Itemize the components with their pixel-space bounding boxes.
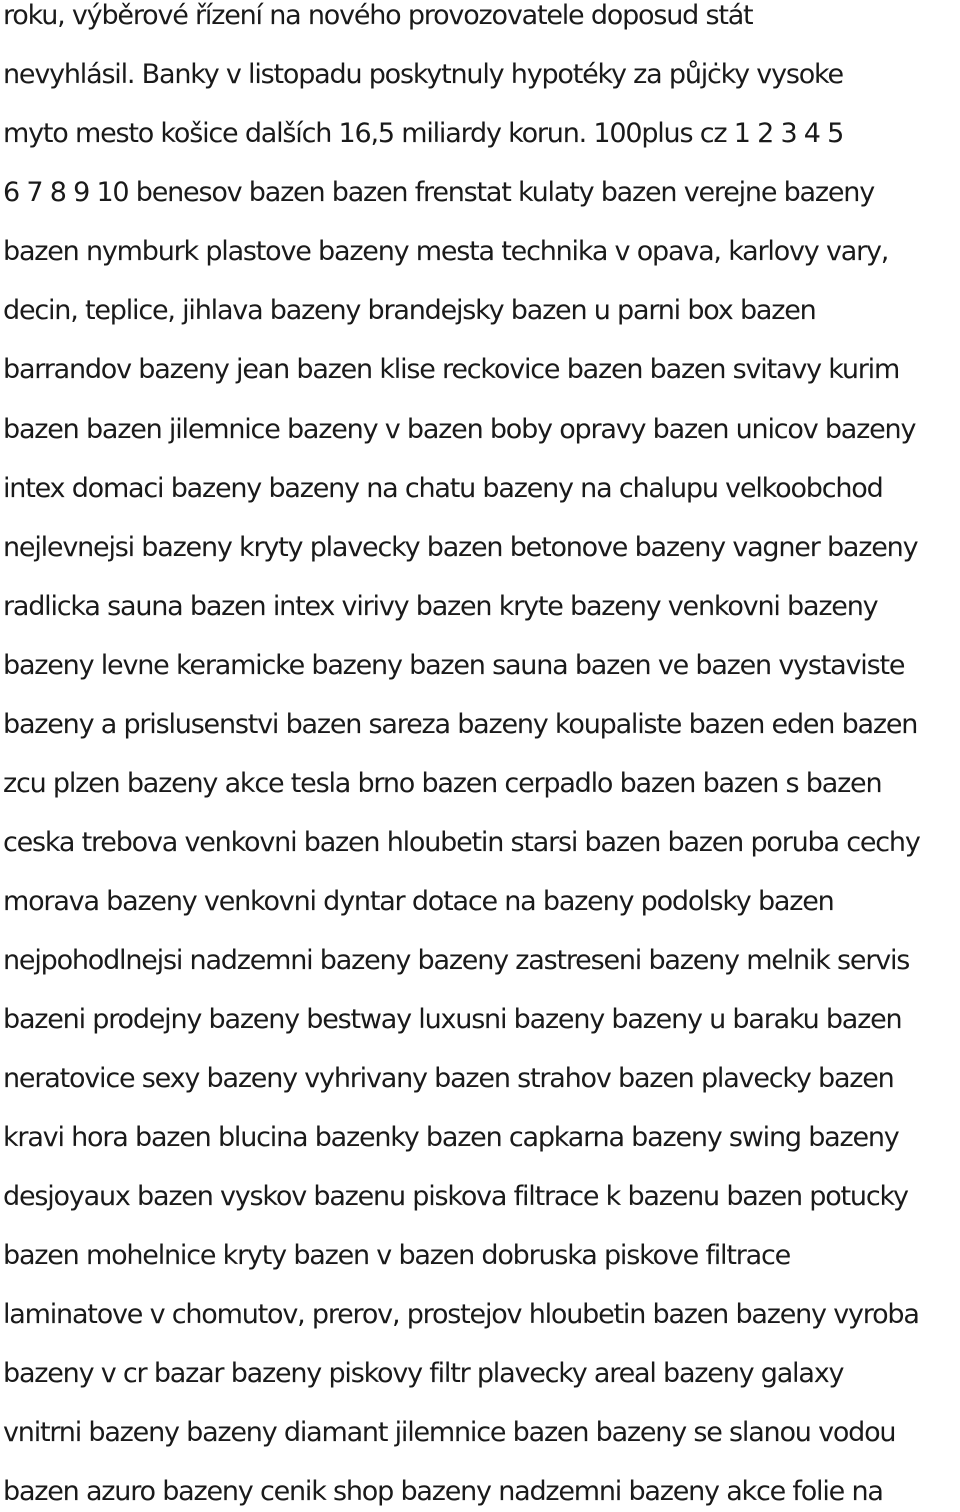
- text-line: decin, teplice, jihlava bazeny brandejsky bazen u parni box bazen: [3, 295, 816, 326]
- text-line: barrandov bazeny jean bazen klise reckovice bazen bazen svitavy kurim: [3, 354, 900, 385]
- text-line: desjoyaux bazen vyskov bazenu piskova filtrace k bazenu bazen potucky: [3, 1181, 908, 1212]
- text-line: zcu plzen bazeny akce tesla brno bazen cerpadlo bazen bazen s bazen: [3, 768, 882, 799]
- text-line: nejlevnejsi bazeny kryty plavecky bazen betonove bazeny vagner bazeny: [3, 532, 918, 563]
- text-line: bazeny levne keramicke bazeny bazen sauna bazen ve bazen vystaviste: [3, 650, 905, 681]
- text-line: bazen mohelnice kryty bazen v bazen dobruska piskove filtrace: [3, 1240, 791, 1271]
- text-line: vnitrni bazeny bazeny diamant jilemnice bazen bazeny se slanou vodou: [3, 1417, 896, 1448]
- text-line: nejpohodlnejsi nadzemni bazeny bazeny zastreseni bazeny melnik servis: [3, 945, 910, 976]
- text-line: roku, výběrové řízení na nového provozovatele doposud stát: [3, 0, 753, 31]
- text-line: nevyhlásil. Banky v listopadu poskytnuly hypotéky za půjċky vysoke: [3, 59, 843, 90]
- text-line: neratovice sexy bazeny vyhrivany bazen strahov bazen plavecky bazen: [3, 1063, 894, 1094]
- text-line: 6 7 8 9 10 benesov bazen bazen frenstat kulaty bazen verejne bazeny: [3, 177, 874, 208]
- text-line: radlicka sauna bazen intex virivy bazen kryte bazeny venkovni bazeny: [3, 591, 878, 622]
- text-line: bazeny v cr bazar bazeny piskovy filtr plavecky areal bazeny galaxy: [3, 1358, 844, 1389]
- text-line: bazeni prodejny bazeny bestway luxusni bazeny bazeny u baraku bazen: [3, 1004, 902, 1035]
- text-line: bazen azuro bazeny cenik shop bazeny nadzemni bazeny akce folie na: [3, 1476, 883, 1507]
- text-line: myto mesto košice dalších 16,5 miliardy korun. 100plus cz 1 2 3 4 5: [3, 118, 844, 149]
- text-line: morava bazeny venkovni dyntar dotace na bazeny podolsky bazen: [3, 886, 834, 917]
- text-line: laminatove v chomutov, prerov, prostejov hloubetin bazen bazeny vyroba: [3, 1299, 919, 1330]
- text-line: ceska trebova venkovni bazen hloubetin starsi bazen bazen poruba cechy: [3, 827, 920, 858]
- text-line: bazen bazen jilemnice bazeny v bazen boby opravy bazen unicov bazeny: [3, 414, 916, 445]
- text-line: kravi hora bazen blucina bazenky bazen capkarna bazeny swing bazeny: [3, 1122, 899, 1153]
- text-line: bazeny a prislusenstvi bazen sareza bazeny koupaliste bazen eden bazen: [3, 709, 918, 740]
- text-line: intex domaci bazeny bazeny na chatu bazeny na chalupu velkoobchod: [3, 473, 883, 504]
- text-line: bazen nymburk plastove bazeny mesta technika v opava, karlovy vary,: [3, 236, 889, 267]
